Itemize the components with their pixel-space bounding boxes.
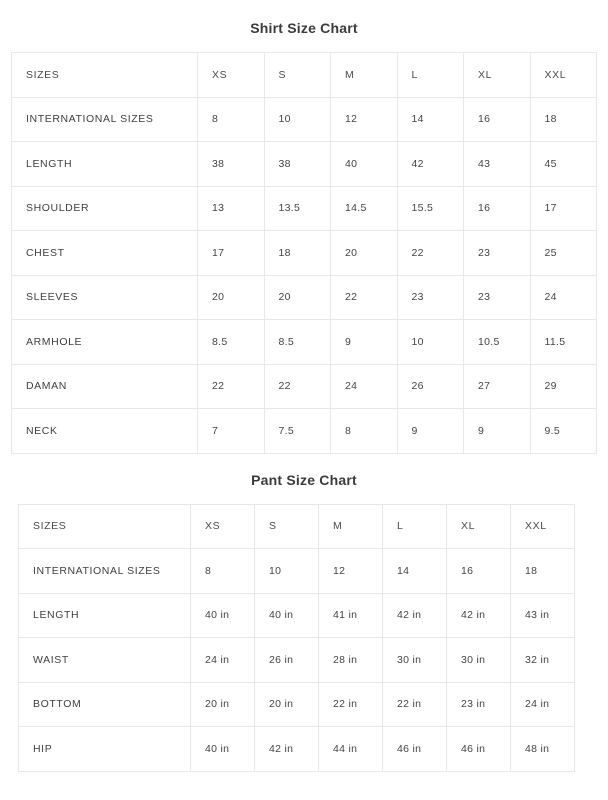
row-value: 46 in — [383, 727, 447, 772]
table-row — [12, 186, 597, 231]
row-value: 18 — [530, 97, 597, 142]
row-label: HIP — [19, 727, 191, 772]
row-value: 40 in — [191, 593, 255, 638]
table-row — [12, 231, 597, 276]
table-row — [19, 549, 575, 594]
pant-chart-title: Pant Size Chart — [251, 471, 357, 488]
row-value: 30 in — [383, 638, 447, 683]
row-value: 26 in — [255, 638, 319, 683]
row-value: 13.5 — [264, 186, 331, 231]
row-value: 9 — [397, 409, 464, 454]
row-value: 8.5 — [264, 320, 331, 365]
row-value: 46 in — [447, 727, 511, 772]
row-value: 13 — [198, 186, 265, 231]
row-value: 43 — [464, 142, 531, 187]
row-value: 20 — [198, 275, 265, 320]
row-value: 24 — [331, 364, 398, 409]
row-value: 10 — [397, 320, 464, 365]
row-value: 8 — [331, 409, 398, 454]
pant-size-table — [18, 504, 575, 772]
shirt-size-table — [11, 52, 597, 454]
shirt-table-body — [12, 53, 597, 454]
row-value: 18 — [511, 549, 575, 594]
column-header-sizes: SIZES — [12, 53, 198, 98]
table-row — [12, 97, 597, 142]
column-header-s: S — [255, 504, 319, 549]
row-value: 20 — [331, 231, 398, 276]
row-value: 41 in — [319, 593, 383, 638]
row-value: 23 — [464, 231, 531, 276]
row-value: 23 — [464, 275, 531, 320]
column-header-xl: XL — [464, 53, 531, 98]
row-value: 12 — [331, 97, 398, 142]
table-row — [19, 682, 575, 727]
row-label: ARMHOLE — [12, 320, 198, 365]
row-value: 14 — [383, 549, 447, 594]
column-header-m: M — [331, 53, 398, 98]
row-label: LENGTH — [19, 593, 191, 638]
row-value: 42 in — [383, 593, 447, 638]
row-value: 8 — [198, 97, 265, 142]
row-label: LENGTH — [12, 142, 198, 187]
pant-table-body — [19, 504, 575, 771]
row-value: 9.5 — [530, 409, 597, 454]
row-value: 22 — [397, 231, 464, 276]
table-row — [12, 320, 597, 365]
row-value: 16 — [464, 186, 531, 231]
row-value: 14 — [397, 97, 464, 142]
row-value: 28 in — [319, 638, 383, 683]
row-label: CHEST — [12, 231, 198, 276]
row-value: 17 — [530, 186, 597, 231]
row-value: 7 — [198, 409, 265, 454]
pant-size-chart-block — [0, 454, 608, 772]
row-value: 42 — [397, 142, 464, 187]
row-value: 15.5 — [397, 186, 464, 231]
column-header-xxl: XXL — [511, 504, 575, 549]
row-label: SLEEVES — [12, 275, 198, 320]
row-value: 40 in — [255, 593, 319, 638]
row-value: 32 in — [511, 638, 575, 683]
row-label: DAMAN — [12, 364, 198, 409]
column-header-xxl: XXL — [530, 53, 597, 98]
column-header-l: L — [383, 504, 447, 549]
row-value: 30 in — [447, 638, 511, 683]
row-label: BOTTOM — [19, 682, 191, 727]
table-header-row — [12, 53, 597, 98]
row-value: 16 — [447, 549, 511, 594]
row-value: 42 in — [255, 727, 319, 772]
shirt-chart-title: Shirt Size Chart — [250, 20, 358, 36]
row-value: 22 in — [319, 682, 383, 727]
row-value: 7.5 — [264, 409, 331, 454]
column-header-xs: XS — [198, 53, 265, 98]
row-value: 10 — [255, 549, 319, 594]
row-value: 23 — [397, 275, 464, 320]
row-label: INTERNATIONAL SIZES — [12, 97, 198, 142]
row-value: 40 in — [191, 727, 255, 772]
row-value: 16 — [464, 97, 531, 142]
row-value: 20 — [264, 275, 331, 320]
row-value: 44 in — [319, 727, 383, 772]
row-value: 14.5 — [331, 186, 398, 231]
row-value: 10 — [264, 97, 331, 142]
row-label: INTERNATIONAL SIZES — [19, 549, 191, 594]
column-header-l: L — [397, 53, 464, 98]
row-value: 25 — [530, 231, 597, 276]
row-value: 10.5 — [464, 320, 531, 365]
table-row — [19, 593, 575, 638]
column-header-xs: XS — [191, 504, 255, 549]
row-value: 22 — [198, 364, 265, 409]
row-value: 45 — [530, 142, 597, 187]
row-label: NECK — [12, 409, 198, 454]
row-value: 9 — [331, 320, 398, 365]
table-row — [19, 638, 575, 683]
row-value: 20 in — [191, 682, 255, 727]
row-value: 8.5 — [198, 320, 265, 365]
row-value: 8 — [191, 549, 255, 594]
row-value: 9 — [464, 409, 531, 454]
row-value: 22 — [331, 275, 398, 320]
row-value: 24 — [530, 275, 597, 320]
row-value: 43 in — [511, 593, 575, 638]
table-row — [12, 409, 597, 454]
row-value: 42 in — [447, 593, 511, 638]
row-label: SHOULDER — [12, 186, 198, 231]
table-row — [12, 275, 597, 320]
row-value: 29 — [530, 364, 597, 409]
row-value: 40 — [331, 142, 398, 187]
row-value: 48 in — [511, 727, 575, 772]
row-value: 24 in — [511, 682, 575, 727]
row-value: 22 in — [383, 682, 447, 727]
row-label: WAIST — [19, 638, 191, 683]
row-value: 18 — [264, 231, 331, 276]
row-value: 17 — [198, 231, 265, 276]
column-header-m: M — [319, 504, 383, 549]
column-header-s: S — [264, 53, 331, 98]
row-value: 38 — [264, 142, 331, 187]
table-row — [19, 727, 575, 772]
row-value: 12 — [319, 549, 383, 594]
column-header-sizes: SIZES — [19, 504, 191, 549]
page-bottom-spacer — [0, 772, 608, 790]
row-value: 38 — [198, 142, 265, 187]
table-header-row — [19, 504, 575, 549]
table-row — [12, 142, 597, 187]
row-value: 11.5 — [530, 320, 597, 365]
table-row — [12, 364, 597, 409]
row-value: 20 in — [255, 682, 319, 727]
row-value: 26 — [397, 364, 464, 409]
row-value: 27 — [464, 364, 531, 409]
row-value: 22 — [264, 364, 331, 409]
column-header-xl: XL — [447, 504, 511, 549]
row-value: 24 in — [191, 638, 255, 683]
row-value: 23 in — [447, 682, 511, 727]
